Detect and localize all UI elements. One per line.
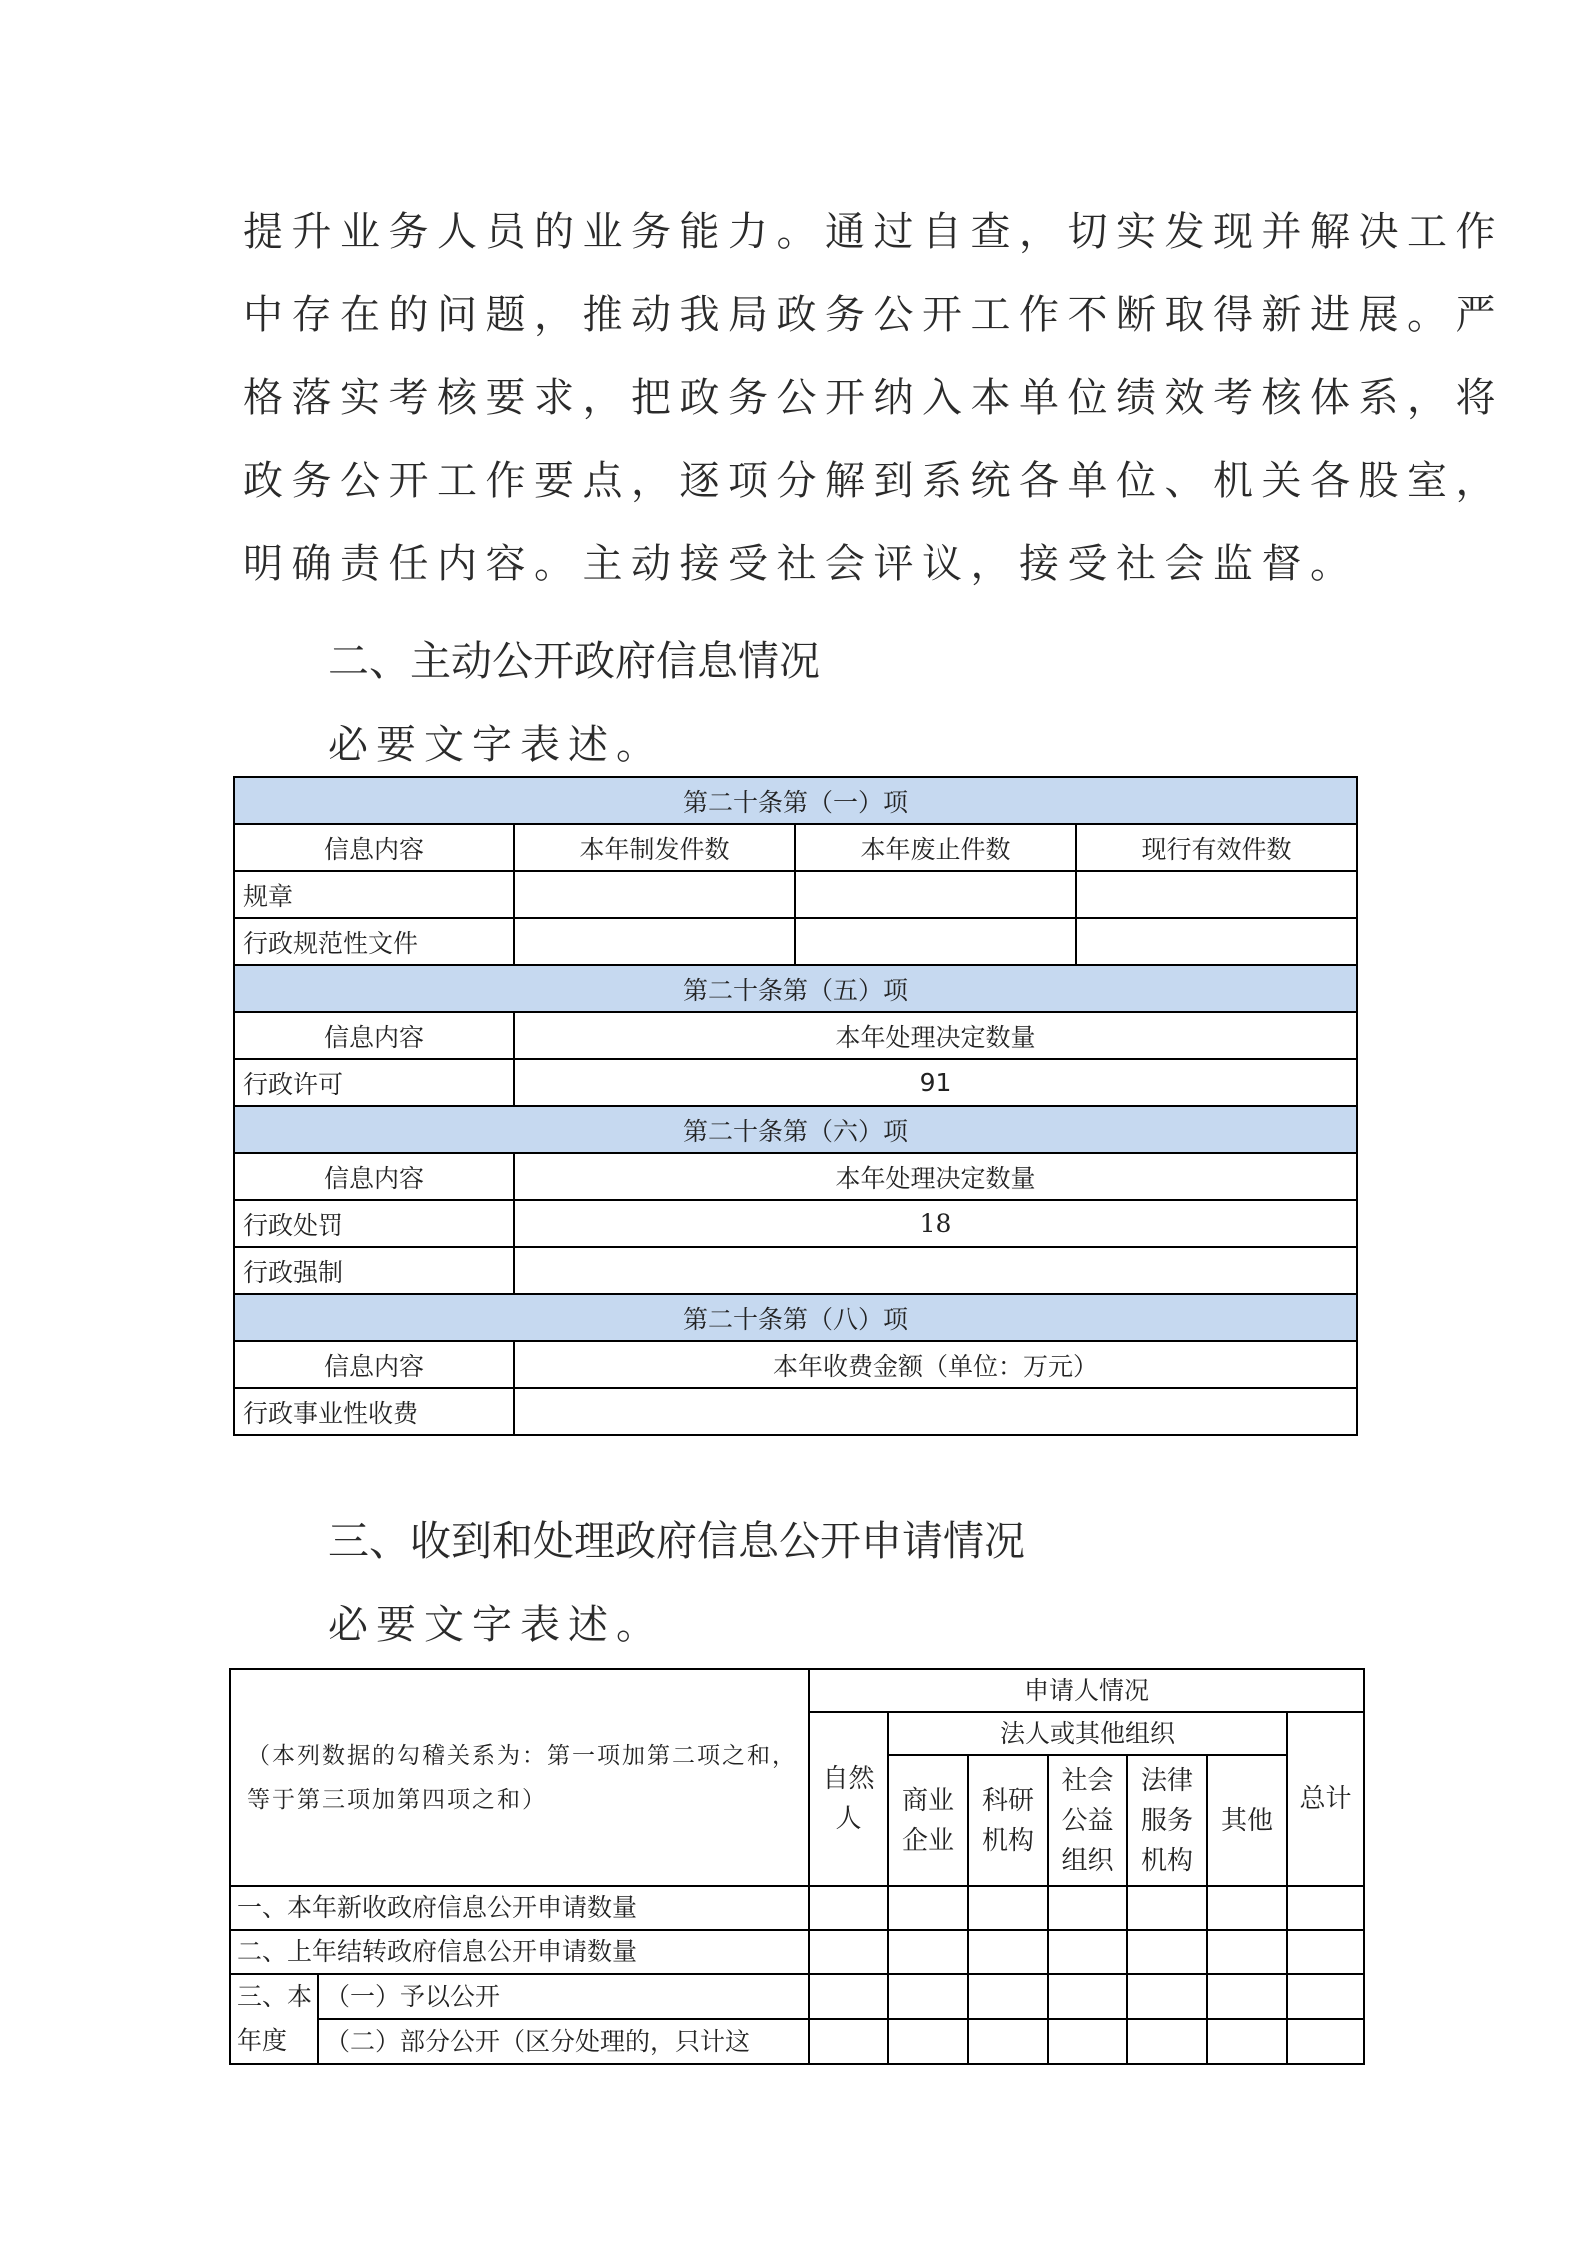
item8-title: 第二十条第（八）项	[234, 1294, 1357, 1341]
value-cell	[1048, 1886, 1127, 1930]
value-cell	[514, 1388, 1357, 1435]
value-cell	[514, 871, 795, 918]
value-cell	[1048, 2019, 1127, 2064]
paragraph-line: 政务公开工作要点，逐项分解到系统各单位、机关各股室，	[243, 458, 1504, 504]
header-cell: 本年废止件数	[795, 824, 1076, 871]
value-cell	[795, 871, 1076, 918]
value-cell	[1207, 1974, 1287, 2019]
table-row	[234, 1247, 1357, 1294]
paragraph-line: 中存在的问题，推动我局政务公开工作不断取得新进展。严	[243, 292, 1504, 338]
application-handling-table	[229, 1668, 1365, 2065]
item5-title: 第二十条第（五）项	[234, 965, 1357, 1012]
value-cell	[809, 1974, 888, 2019]
header-cell: 信息内容	[234, 1341, 514, 1388]
paragraph-line: 提升业务人员的业务能力。通过自查，切实发现并解决工作	[243, 209, 1504, 255]
value-cell	[1287, 2019, 1364, 2064]
table-description: （本列数据的勾稽关系为：第一项加第二项之和，等于第三项加第四项之和）	[230, 1669, 809, 1886]
value-cell	[1207, 1886, 1287, 1930]
value-cell: 91	[514, 1059, 1357, 1106]
header-cell: 本年处理决定数量	[514, 1153, 1357, 1200]
paragraph-line: 格落实考核要求，把政务公开纳入本单位绩效考核体系，将	[243, 375, 1504, 421]
value-cell	[809, 2019, 888, 2064]
row-label: 规章	[234, 871, 514, 918]
value-cell	[514, 918, 795, 965]
value-cell	[888, 1974, 968, 2019]
item1-title: 第二十条第（一）项	[234, 777, 1357, 824]
value-cell	[1207, 1930, 1287, 1974]
header-cell: 本年处理决定数量	[514, 1012, 1357, 1059]
row-label: （二）部分公开（区分处理的，只计这	[318, 2019, 809, 2064]
value-cell	[1287, 1886, 1364, 1930]
value-cell	[795, 918, 1076, 965]
natural-person-header: 自然人	[809, 1712, 888, 1886]
value-cell	[809, 1930, 888, 1974]
value-cell	[888, 1886, 968, 1930]
table-row	[230, 1974, 1364, 2019]
table-row	[234, 1200, 1357, 1247]
header-cell: 信息内容	[234, 1153, 514, 1200]
org-type-header: 商业企业	[888, 1755, 968, 1886]
applicant-header: 申请人情况	[809, 1669, 1364, 1712]
row-label: 行政事业性收费	[234, 1388, 514, 1435]
value-cell	[1076, 918, 1357, 965]
value-cell	[1048, 1930, 1127, 1974]
value-cell	[1287, 1930, 1364, 1974]
proactive-disclosure-table	[233, 776, 1358, 1436]
total-header: 总计	[1287, 1712, 1364, 1886]
value-cell	[514, 1247, 1357, 1294]
row-label: （一）予以公开	[318, 1974, 809, 2019]
table-row	[234, 871, 1357, 918]
value-cell	[809, 1886, 888, 1930]
value-cell	[968, 1930, 1048, 1974]
value-cell	[1076, 871, 1357, 918]
org-type-header: 社会公益组织	[1048, 1755, 1127, 1886]
value-cell	[888, 2019, 968, 2064]
value-cell	[1287, 1974, 1364, 2019]
header-cell: 信息内容	[234, 1012, 514, 1059]
row-label: 行政许可	[234, 1059, 514, 1106]
header-cell: 信息内容	[234, 824, 514, 871]
legal-org-header: 法人或其他组织	[888, 1712, 1287, 1755]
item6-title: 第二十条第（六）项	[234, 1106, 1357, 1153]
value-cell	[1207, 2019, 1287, 2064]
value-cell: 18	[514, 1200, 1357, 1247]
table-row	[230, 2019, 1364, 2064]
row-label: 行政处罚	[234, 1200, 514, 1247]
value-cell	[968, 1974, 1048, 2019]
row-label: 二、上年结转政府信息公开申请数量	[230, 1930, 809, 1974]
paragraph-line: 明确责任内容。主动接受社会评议，接受社会监督。	[243, 541, 1359, 587]
value-cell	[1127, 2019, 1207, 2064]
header-cell: 现行有效件数	[1076, 824, 1357, 871]
table-row	[230, 1930, 1364, 1974]
value-cell	[888, 1930, 968, 1974]
row-label: 一、本年新收政府信息公开申请数量	[230, 1886, 809, 1930]
org-type-header: 科研机构	[968, 1755, 1048, 1886]
section3-note: 必要文字表述。	[328, 1602, 664, 1648]
org-type-header: 其他	[1207, 1755, 1287, 1886]
value-cell	[1127, 1886, 1207, 1930]
section2-heading: 二、主动公开政府信息情况	[328, 637, 820, 685]
table-row	[234, 1388, 1357, 1435]
header-cell: 本年制发件数	[514, 824, 795, 871]
table-row	[234, 918, 1357, 965]
value-cell	[968, 1886, 1048, 1930]
value-cell	[1048, 1974, 1127, 2019]
section3-heading: 三、收到和处理政府信息公开申请情况	[328, 1517, 1025, 1565]
value-cell	[968, 2019, 1048, 2064]
value-cell	[1127, 1974, 1207, 2019]
group3-label: 三、本年度	[230, 1974, 318, 2064]
table-row	[230, 1886, 1364, 1930]
table-row	[234, 1059, 1357, 1106]
row-label: 行政强制	[234, 1247, 514, 1294]
org-type-header: 法律服务机构	[1127, 1755, 1207, 1886]
section2-note: 必要文字表述。	[328, 722, 664, 768]
header-cell: 本年收费金额（单位：万元）	[514, 1341, 1357, 1388]
intro-paragraph	[243, 191, 1504, 606]
row-label: 行政规范性文件	[234, 918, 514, 965]
value-cell	[1127, 1930, 1207, 1974]
